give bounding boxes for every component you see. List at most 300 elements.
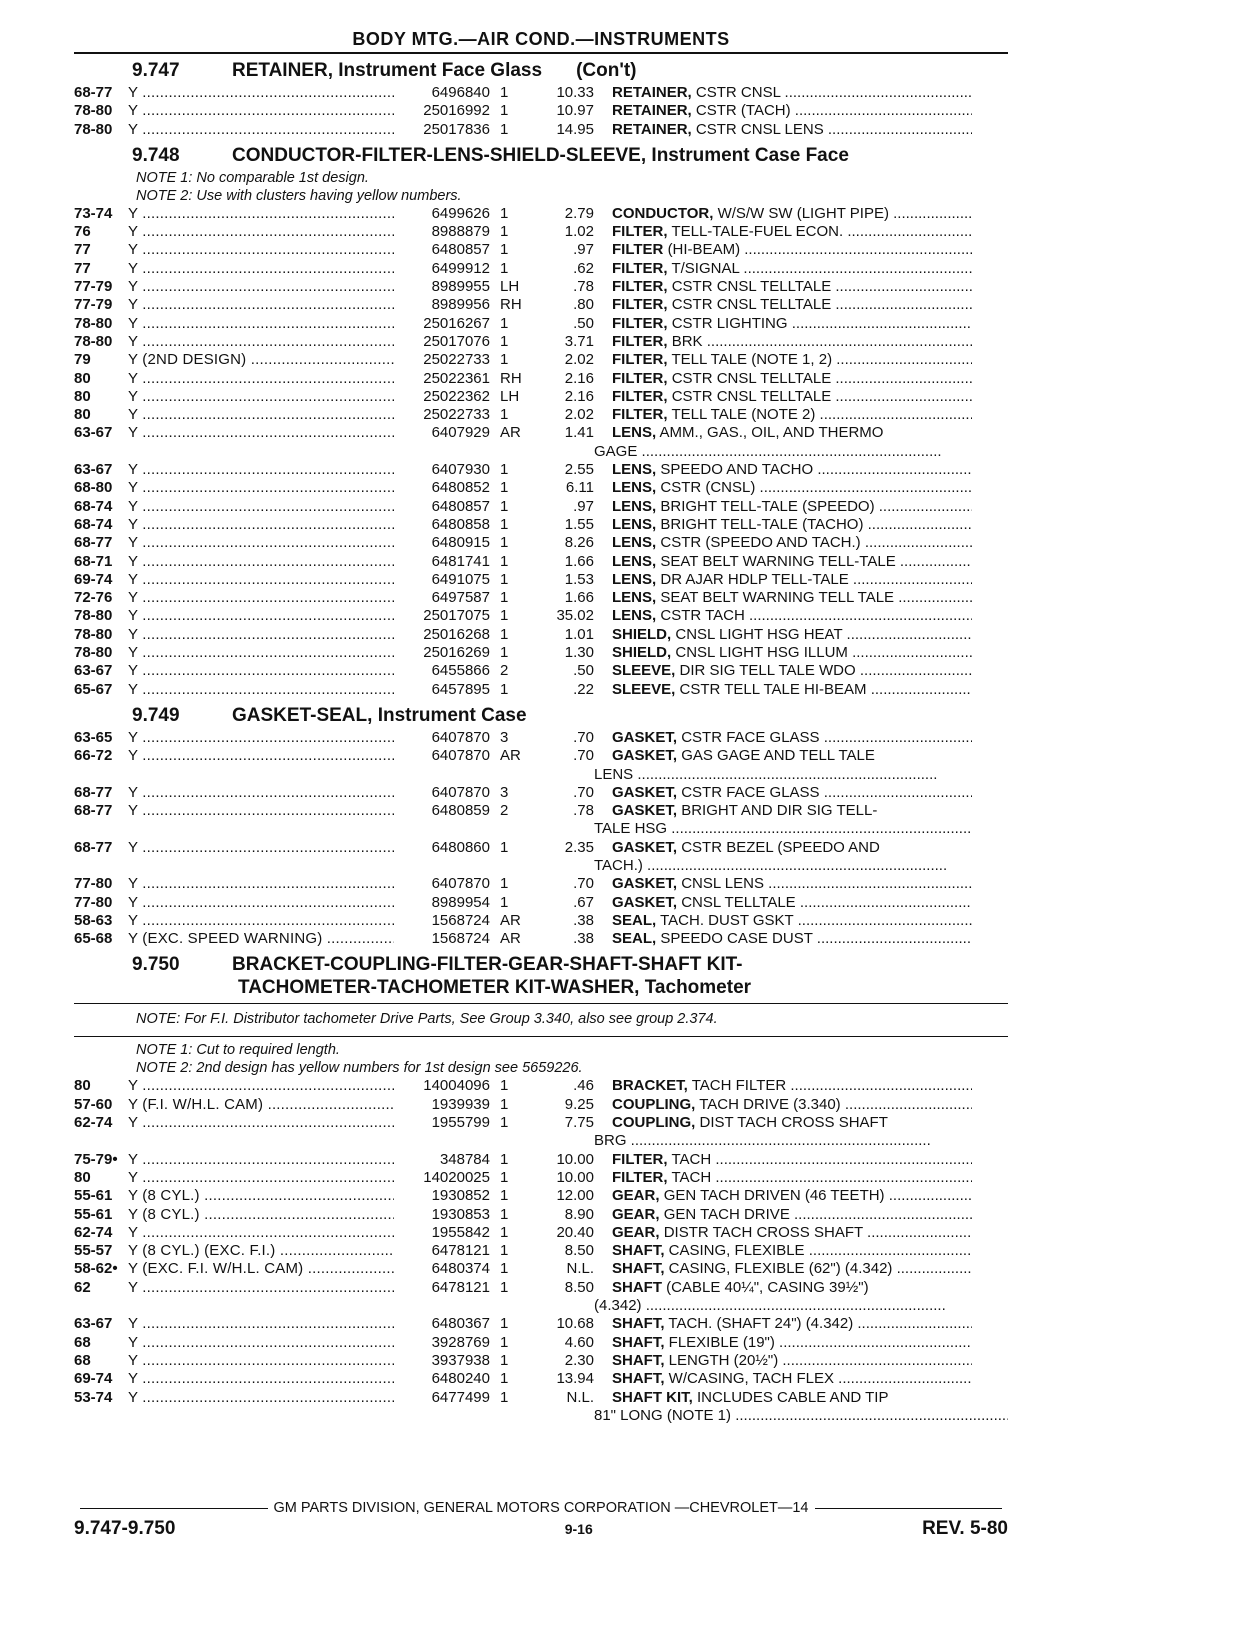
year-range: 53-74 [74, 1388, 113, 1406]
section-name [232, 954, 743, 976]
part-number: 6480367 [431, 1315, 490, 1333]
part-number: 1939939 [431, 1095, 490, 1113]
description-detail: TELL-TALE-FUEL ECON. [671, 223, 844, 241]
description [612, 1279, 972, 1297]
part-row [74, 1260, 1008, 1278]
description-detail: TACH [671, 1168, 712, 1186]
quantity: 1 [500, 314, 509, 332]
description-detail: TELL TALE (NOTE 1, 2) [671, 351, 833, 369]
quantity: 1 [500, 1205, 509, 1223]
year-range: 66-72 [74, 747, 113, 765]
price: 1.66 [564, 589, 594, 607]
part-number: 25017076 [423, 332, 490, 350]
year-range: 68-77 [74, 84, 113, 101]
price: 2.16 [564, 387, 594, 405]
year-range: 63-65 [74, 728, 113, 746]
description-detail: TELL TALE (NOTE 2) [671, 406, 816, 424]
description-noun: GASKET, [612, 747, 678, 765]
section-title-line2 [238, 978, 1008, 997]
description-detail: CSTR (SPEEDO AND TACH.) [660, 534, 861, 552]
year-range: 62-74 [74, 1114, 113, 1132]
description-detail: CSTR (TACH) [695, 102, 791, 120]
description-noun: CONDUCTOR, [612, 204, 714, 222]
year-range: 68-77 [74, 783, 113, 801]
description-noun: GASKET, [612, 728, 678, 746]
section-note: NOTE 1: Cut to required length. [136, 1042, 340, 1059]
model-code: Y (2ND DESIGN) ..... [128, 351, 394, 369]
description-noun: GASKET, [612, 875, 678, 893]
section-name-line2: TACHOMETER-TACHOMETER KIT-WASHER, [238, 977, 640, 999]
model-code: Y ..... [128, 784, 394, 802]
description-noun: FILTER, [612, 296, 668, 314]
year-range: 77-80 [74, 893, 113, 911]
description [612, 205, 972, 223]
part-row [74, 1169, 1008, 1187]
model-code: Y ..... [128, 644, 394, 662]
model-code: Y ..... [128, 1279, 394, 1297]
quantity: 1 [500, 84, 509, 101]
quantity: 1 [500, 102, 509, 120]
price: .97 [573, 241, 594, 259]
description-detail: SEAT BELT WARNING TELL TALE [660, 589, 895, 607]
model-code: Y (8 CYL.) ..... [128, 1187, 394, 1205]
quantity: 1 [500, 552, 509, 570]
year-range: 69-74 [74, 1370, 113, 1388]
quantity: RH [500, 369, 522, 387]
description [612, 1224, 972, 1242]
part-number: 6480915 [431, 534, 490, 552]
model-code: Y ..... [128, 121, 394, 139]
price: 1.66 [564, 552, 594, 570]
year-range: 68-74 [74, 497, 113, 515]
year-range: 68-74 [74, 515, 113, 533]
description [612, 1352, 972, 1370]
description [612, 333, 972, 351]
year-range: 55-61 [74, 1205, 113, 1223]
description-noun: FILTER, [612, 1150, 668, 1168]
model-code: Y (8 CYL.) (EXC. F.I.) ..... [128, 1242, 394, 1260]
description-noun: GEAR, [612, 1187, 660, 1205]
part-row [74, 912, 1008, 930]
model-code: Y ..... [128, 534, 394, 552]
model-code: Y ..... [128, 1315, 394, 1333]
year-range: 62-74 [74, 1223, 113, 1241]
part-row [74, 1224, 1008, 1242]
part-number: 25016268 [423, 625, 490, 643]
description [612, 296, 972, 314]
part-number: 6480240 [431, 1370, 490, 1388]
description [612, 1151, 972, 1169]
part-number: 6478121 [431, 1278, 490, 1296]
footer-group-range: 9.747-9.750 [74, 1518, 176, 1539]
price: 2.16 [564, 369, 594, 387]
part-row [74, 479, 1008, 497]
model-code: Y ..... [128, 589, 394, 607]
year-range: 80 [74, 1077, 91, 1095]
section-name-bold: CONDUCTOR-FILTER-LENS-SHIELD-SLEEVE, [232, 144, 647, 166]
description [612, 1260, 972, 1278]
price: .70 [573, 747, 594, 765]
model-code: Y (F.I. W/H.L. CAM) ..... [128, 1096, 394, 1114]
footer-publisher: GM PARTS DIVISION, GENERAL MOTORS CORPORATION —CHEVROLET—14 [273, 1500, 809, 1516]
description-noun: FILTER, [612, 223, 668, 241]
description-detail: CSTR FACE GLASS [681, 728, 820, 746]
model-code: Y ..... [128, 370, 394, 388]
model-code: Y ..... [128, 260, 394, 278]
page-footer [74, 1500, 1008, 1540]
description-detail: BRIGHT AND DIR SIG TELL- [681, 802, 878, 820]
description-detail: CSTR FACE GLASS [681, 783, 820, 801]
part-number: 8989954 [431, 893, 490, 911]
section-name-rest: Instrument Case Face [651, 144, 849, 166]
year-range: 55-61 [74, 1187, 113, 1205]
part-number: 8989956 [431, 296, 490, 314]
price: 13.94 [556, 1370, 594, 1388]
description-detail: CSTR CNSL LENS [695, 120, 824, 138]
description-noun: SHAFT, [612, 1370, 665, 1388]
price: .80 [573, 296, 594, 314]
description-detail: CSTR (CNSL) [660, 479, 756, 497]
part-number: 6480860 [431, 838, 490, 856]
description-continuation: GAGE ..... [74, 443, 1008, 461]
model-code: Y ..... [128, 102, 394, 120]
part-row [74, 607, 1008, 625]
description-detail: DIST TACH CROSS SHAFT [699, 1114, 888, 1132]
description [612, 1315, 972, 1333]
description-noun: RETAINER, [612, 84, 692, 101]
year-range: 55-57 [74, 1242, 113, 1260]
description-noun: FILTER, [612, 351, 668, 369]
description [612, 662, 972, 680]
description-detail: DIR SIG TELL TALE WDO [679, 662, 856, 680]
price: 12.00 [556, 1187, 594, 1205]
description-detail: SPEEDO CASE DUST [660, 930, 813, 948]
price: .50 [573, 314, 594, 332]
description [612, 278, 972, 296]
price: N.L. [566, 1260, 594, 1278]
part-row [74, 461, 1008, 479]
price: .97 [573, 497, 594, 515]
part-row [74, 534, 1008, 552]
model-code: Y ..... [128, 223, 394, 241]
year-range: 69-74 [74, 570, 113, 588]
description [612, 839, 972, 857]
price: 2.55 [564, 461, 594, 479]
section-note: NOTE 1: No comparable 1st design. [136, 169, 369, 186]
part-row [74, 1151, 1008, 1169]
part-row [74, 102, 1008, 120]
header-rule [74, 52, 1008, 54]
description-noun: SHIELD, [612, 625, 672, 643]
model-code: Y ..... [128, 875, 394, 893]
model-code: Y ..... [128, 802, 394, 820]
part-number: 25017836 [423, 120, 490, 138]
description [612, 461, 972, 479]
part-row [74, 930, 1008, 948]
part-number: 6499626 [431, 204, 490, 222]
model-code: Y ..... [128, 1334, 394, 1352]
part-row [74, 1279, 1008, 1297]
description [612, 1077, 972, 1095]
quantity: 1 [500, 1242, 509, 1260]
part-row [74, 1077, 1008, 1095]
part-row [74, 839, 1008, 857]
part-number: 348784 [439, 1150, 490, 1168]
sections-container [74, 60, 1008, 1425]
part-number: 25016992 [423, 102, 490, 120]
note-rule-top [74, 1003, 1008, 1004]
model-code: Y ..... [128, 729, 394, 747]
price: 1.02 [564, 223, 594, 241]
price: 8.50 [564, 1278, 594, 1296]
year-range: 57-60 [74, 1095, 113, 1113]
price: 1.30 [564, 644, 594, 662]
section-note: NOTE 2: 2nd design has yellow numbers for 1st design see 5659226. [136, 1060, 583, 1077]
part-number: 14020025 [423, 1168, 490, 1186]
model-code: Y ..... [128, 1352, 394, 1370]
price: 10.68 [556, 1315, 594, 1333]
quantity: 1 [500, 644, 509, 662]
price: 1.53 [564, 570, 594, 588]
description-noun: FILTER, [612, 1168, 668, 1186]
description [612, 388, 972, 406]
part-number: 6407929 [431, 424, 490, 442]
model-code: Y (8 CYL.) ..... [128, 1206, 394, 1224]
model-code: Y ..... [128, 479, 394, 497]
quantity: 2 [500, 662, 509, 680]
year-range: 68-77 [74, 802, 113, 820]
part-number: 6407870 [431, 728, 490, 746]
description-detail: DISTR TACH CROSS SHAFT [663, 1223, 863, 1241]
quantity: 1 [500, 534, 509, 552]
description [612, 241, 972, 259]
part-row [74, 662, 1008, 680]
description-noun: FILTER, [612, 369, 668, 387]
price: 10.97 [556, 102, 594, 120]
description-detail: CSTR CNSL TELLTALE [671, 387, 832, 405]
description [612, 1370, 972, 1388]
description-noun: SHAFT KIT, [612, 1388, 693, 1406]
description-detail: CASING, FLEXIBLE [668, 1242, 805, 1260]
description-noun: SLEEVE, [612, 680, 676, 698]
section-name [232, 705, 527, 727]
description-detail: TACH FILTER [691, 1077, 787, 1095]
description-noun: LENS, [612, 589, 657, 607]
price: 8.26 [564, 534, 594, 552]
model-code: Y ..... [128, 205, 394, 223]
price: .38 [573, 930, 594, 948]
quantity: 1 [500, 223, 509, 241]
part-number: 6481741 [431, 552, 490, 570]
year-range: 77-80 [74, 875, 113, 893]
model-code: Y (EXC. F.I. W/H.L. CAM) ..... [128, 1260, 394, 1278]
quantity: LH [500, 387, 520, 405]
description-detail: TACH. (SHAFT 24") (4.342) [668, 1315, 854, 1333]
description-noun: SHAFT, [612, 1351, 665, 1369]
part-row [74, 729, 1008, 747]
part-row [74, 388, 1008, 406]
year-range: 68 [74, 1333, 91, 1351]
description-detail: CSTR CNSL [695, 84, 781, 101]
description-noun: SHAFT, [612, 1333, 665, 1351]
description [612, 894, 972, 912]
description [612, 784, 972, 802]
year-range: 68 [74, 1351, 91, 1369]
description-continuation: LENS ..... [74, 766, 1008, 784]
model-code: Y ..... [128, 516, 394, 534]
model-code: Y ..... [128, 1224, 394, 1242]
part-number: 1568724 [431, 911, 490, 929]
description-noun: FILTER, [612, 387, 668, 405]
part-number: 1568724 [431, 930, 490, 948]
quantity: 1 [500, 1114, 509, 1132]
price: 4.60 [564, 1333, 594, 1351]
quantity: 1 [500, 515, 509, 533]
description-detail: CSTR TELL TALE HI-BEAM [679, 680, 867, 698]
price: 1.41 [564, 424, 594, 442]
description-detail: FLEXIBLE (19") [668, 1333, 775, 1351]
price: 2.30 [564, 1351, 594, 1369]
part-number: 1930852 [431, 1187, 490, 1205]
description [612, 351, 972, 369]
model-code: Y ..... [128, 553, 394, 571]
description [612, 102, 972, 120]
part-row [74, 1334, 1008, 1352]
part-number: 1930853 [431, 1205, 490, 1223]
description-detail: CNSL LIGHT HSG HEAT [675, 625, 843, 643]
quantity: 1 [500, 1095, 509, 1113]
model-code: Y (EXC. SPEED WARNING) ..... [128, 930, 394, 948]
part-row [74, 802, 1008, 820]
description-noun: GASKET, [612, 838, 678, 856]
description-noun: LENS, [612, 515, 657, 533]
year-range: 77-79 [74, 296, 113, 314]
part-number: 6407870 [431, 747, 490, 765]
part-number: 25022733 [423, 351, 490, 369]
model-code: Y ..... [128, 1370, 394, 1388]
footer-rule-left [80, 1508, 268, 1509]
section-name-bold: BRACKET-COUPLING-FILTER-GEAR-SHAFT-SHAFT KIT- [232, 954, 743, 976]
quantity: 1 [500, 351, 509, 369]
model-code: Y ..... [128, 315, 394, 333]
year-range: 65-68 [74, 930, 113, 948]
quantity: 1 [500, 1168, 509, 1186]
part-row [74, 205, 1008, 223]
description-noun: GASKET, [612, 893, 678, 911]
description-noun: FILTER, [612, 259, 668, 277]
description-detail: CSTR CNSL TELLTALE [671, 296, 832, 314]
price: .46 [573, 1077, 594, 1095]
model-code: Y ..... [128, 626, 394, 644]
price: 6.11 [565, 479, 594, 497]
description-detail: CSTR LIGHTING [671, 314, 788, 332]
price: 7.75 [564, 1114, 594, 1132]
page-header: BODY MTG.—AIR COND.—INSTRUMENTS [352, 29, 730, 49]
part-number: 6457895 [431, 680, 490, 698]
year-range: 68-77 [74, 534, 113, 552]
part-number: 6477499 [431, 1388, 490, 1406]
price: N.L. [566, 1388, 594, 1406]
description-noun: SHAFT, [612, 1260, 665, 1278]
description-detail: AMM., GAS., OIL, AND THERMO [659, 424, 884, 442]
part-number: 14004096 [423, 1077, 490, 1095]
part-row [74, 1114, 1008, 1132]
footer-revision: REV. 5-80 [922, 1518, 1008, 1539]
year-range: 78-80 [74, 332, 113, 350]
model-code: Y ..... [128, 406, 394, 424]
description-noun: FILTER, [612, 314, 668, 332]
year-range: 79 [74, 351, 91, 369]
section-name-rest: Instrument Face Glass [338, 60, 543, 81]
description-detail: CNSL TELLTALE [681, 893, 796, 911]
description [612, 1096, 972, 1114]
year-range: 58-62• [74, 1260, 118, 1278]
description [612, 747, 972, 765]
year-range: 77-79 [74, 278, 113, 296]
description [612, 875, 972, 893]
year-range: 63-67 [74, 1315, 113, 1333]
year-range: 63-67 [74, 461, 113, 479]
description-noun: GASKET, [612, 802, 678, 820]
quantity: 3 [500, 783, 509, 801]
quantity: 3 [500, 728, 509, 746]
model-code: Y ..... [128, 84, 394, 102]
part-row [74, 1187, 1008, 1205]
part-row [74, 681, 1008, 699]
model-code: Y ..... [128, 388, 394, 406]
description-noun: LENS, [612, 534, 657, 552]
part-row [74, 1352, 1008, 1370]
description-noun: LENS, [612, 570, 657, 588]
description [612, 729, 972, 747]
quantity: 1 [500, 1077, 509, 1095]
model-code: Y ..... [128, 839, 394, 857]
description-detail: TACH DRIVE (3.340) [699, 1095, 841, 1113]
section-title [132, 145, 1008, 167]
model-code: Y ..... [128, 1151, 394, 1169]
year-range: 78-80 [74, 607, 113, 625]
model-code: Y ..... [128, 424, 394, 442]
boxed-note: NOTE: For F.I. Distributor tachometer Drive Parts, See Group 3.340, also see group 2.374. [136, 1011, 718, 1028]
section-number: 9.749 [132, 704, 180, 726]
year-range: 63-67 [74, 662, 113, 680]
quantity: 2 [500, 802, 509, 820]
description [612, 1242, 972, 1260]
price: 1.55 [564, 515, 594, 533]
quantity: 1 [500, 1315, 509, 1333]
description [612, 681, 972, 699]
year-range: 80 [74, 387, 91, 405]
part-number: 6480859 [431, 802, 490, 820]
price: 2.02 [564, 351, 594, 369]
description [612, 516, 972, 534]
year-range: 80 [74, 406, 91, 424]
part-row [74, 296, 1008, 314]
description [612, 1187, 972, 1205]
section-name-rest: Tachometer [644, 977, 752, 999]
description [612, 84, 972, 102]
model-code: Y ..... [128, 1077, 394, 1095]
part-row [74, 784, 1008, 802]
price: .70 [573, 875, 594, 893]
quantity: 1 [500, 680, 509, 698]
part-row [74, 370, 1008, 388]
part-number: 1955799 [431, 1114, 490, 1132]
year-range: 80 [74, 1168, 91, 1186]
description-detail: BRIGHT TELL-TALE (SPEEDO) [660, 497, 875, 515]
part-row [74, 553, 1008, 571]
description-detail: SPEEDO AND TACHO [660, 461, 814, 479]
